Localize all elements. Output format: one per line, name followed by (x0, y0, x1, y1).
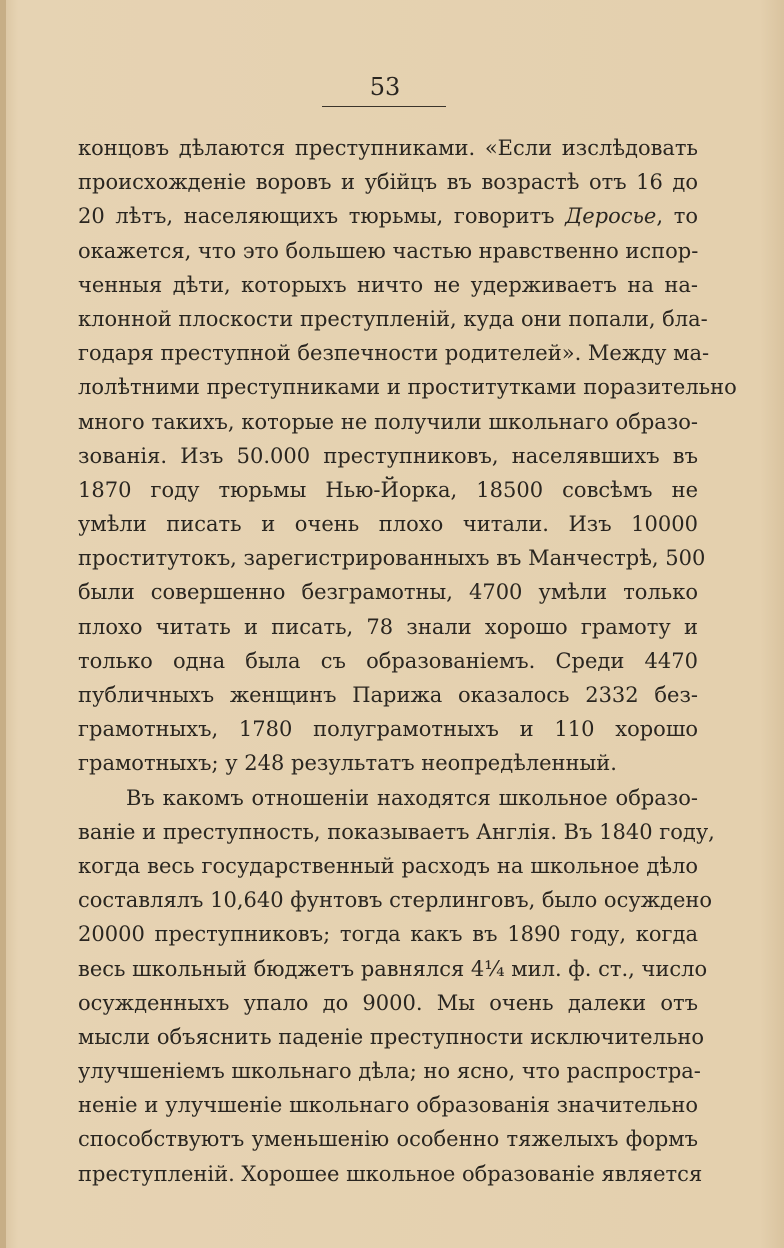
text-line: Въ какомъ отношеніи находятся школьное образо- (126, 785, 698, 810)
author-name: Деросье (565, 204, 657, 229)
text-line: осужденныхъ упало до 9000. Мы очень далеки отъ (78, 990, 698, 1015)
text-line: много такихъ, которые не получили школьнаго образо- (78, 409, 698, 434)
text-line: окажется, что это большею частью нравственно испор- (78, 238, 699, 263)
text-line: только одна была съ образованіемъ. Среди 4470 (78, 648, 698, 673)
page-edge (0, 0, 6, 1248)
text-line: мысли объяснить паденіе преступности исключительно (78, 1024, 705, 1049)
text-line: зованія. Изъ 50.000 преступниковъ, населявшихъ въ (78, 443, 698, 468)
text-line: составлялъ 10,640 фунтовъ стерлинговъ, было осуждено (78, 888, 713, 913)
text-line: были совершенно безграмотны, 4700 умѣли только (78, 580, 698, 605)
text-line: грамотныхъ; у 248 результатъ неопредѣленный. (78, 751, 617, 776)
text-line: 20 лѣтъ, населяющихъ тюрьмы, говоритъ Деросье, то (78, 204, 698, 229)
text-line: когда весь государственный расходъ на школьное дѣло (78, 853, 698, 878)
text-line: проститутокъ, зарегистрированныхъ въ Манчестрѣ, 500 (78, 546, 706, 571)
body-text (78, 131, 737, 1191)
text-line: происхожденіе воровъ и убійцъ въ возрастѣ отъ 16 до (78, 170, 698, 195)
text-line: клонной плоскости преступленій, куда они попали, бла- (78, 306, 708, 331)
text-line: весь школьный бюджетъ равнялся 4¼ мил. ф. ст., число (78, 956, 708, 981)
text-line: лолѣтними преступниками и проститутками поразительно (78, 375, 737, 400)
text-line: грамотныхъ, 1780 полуграмотныхъ и 110 хорошо (78, 717, 698, 742)
text-line: умѣли писать и очень плохо читали. Изъ 10000 (78, 512, 698, 537)
text-line: способствуютъ уменьшенію особенно тяжелыхъ формъ (78, 1127, 698, 1152)
text-line: концовъ дѣлаются преступниками. «Если изслѣдовать (78, 136, 698, 160)
text-line: 1870 году тюрьмы Нью-Йорка, 18500 совсѣмъ не (78, 477, 698, 502)
text-line: плохо читать и писать, 78 знали хорошо грамоту и (78, 614, 698, 639)
text-line: неніе и улучшеніе школьнаго образованія значительно (78, 1093, 698, 1118)
header-rule (322, 106, 446, 107)
text-line: публичныхъ женщинъ Парижа оказалось 2332 без- (78, 683, 698, 707)
text-line: ченныя дѣти, которыхъ ничто не удерживаетъ на на- (78, 272, 698, 297)
text-line: ваніе и преступность, показываетъ Англія. Въ 1840 году, (78, 819, 715, 844)
text-line: улучшеніемъ школьнаго дѣла; но ясно, что распростра- (78, 1059, 701, 1084)
text-line: преступленій. Хорошее школьное образованіе является (78, 1161, 703, 1186)
text-line: годаря преступной безпечности родителей». Между ма- (78, 341, 710, 366)
text-line: 20000 преступниковъ; тогда какъ въ 1890 году, когда (78, 922, 698, 947)
page-number: 53 (369, 73, 401, 101)
